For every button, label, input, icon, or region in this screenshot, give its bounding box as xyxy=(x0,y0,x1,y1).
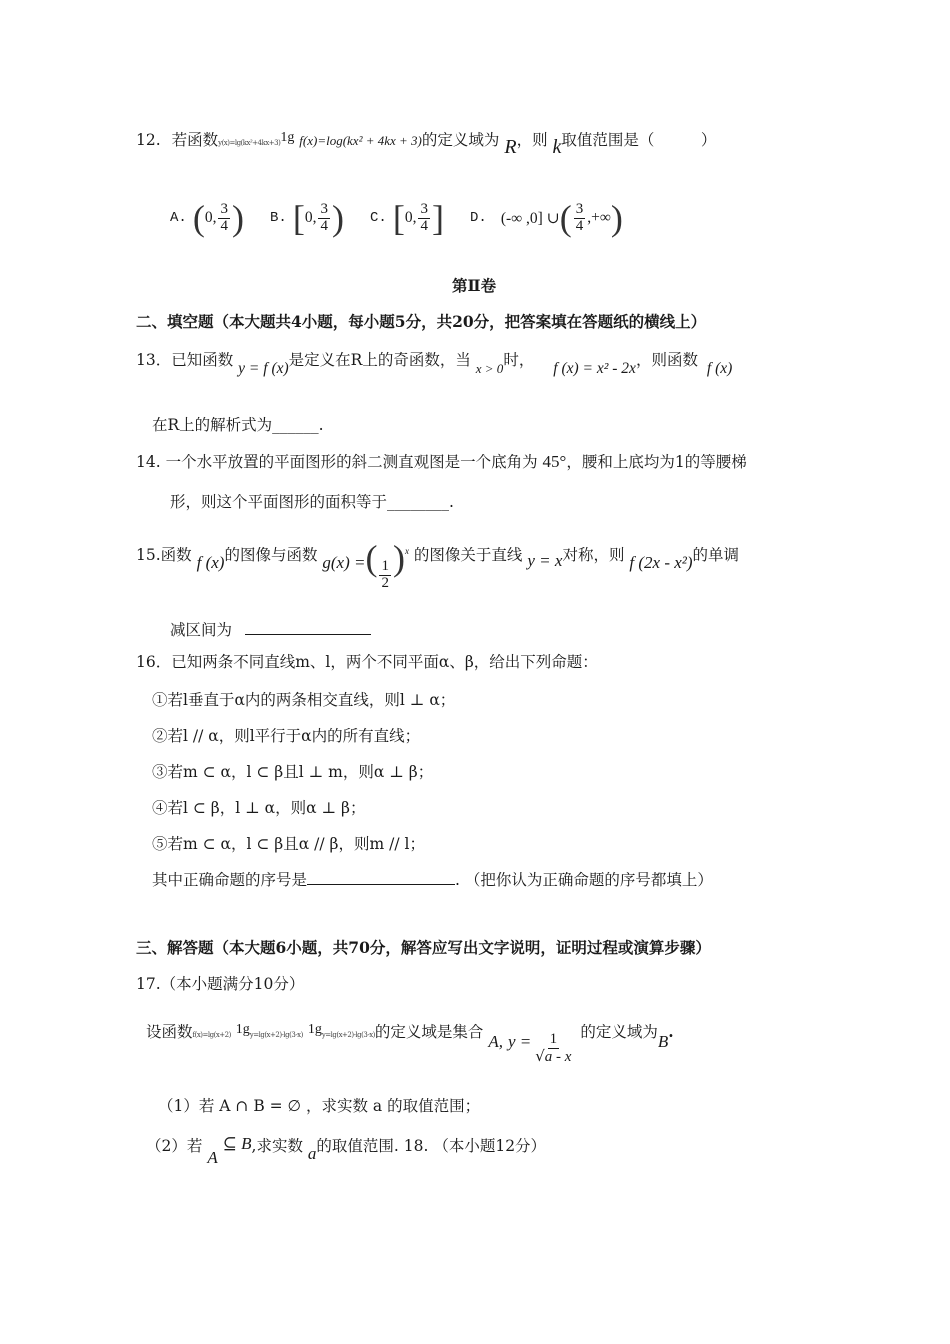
q16-item-4: ④若l ⊂ β，l ⊥ α，则α ⊥ β； xyxy=(152,799,366,817)
option-value: ,+∞ xyxy=(587,209,611,226)
q13-text-b: 是定义在R上的奇函数，当 xyxy=(288,351,471,369)
q12-text-b: 的定义域为 xyxy=(421,131,500,149)
option-value: (-∞ ,0] ∪ xyxy=(500,209,560,227)
q12-number: 12. xyxy=(136,131,161,149)
q12-tiny-formula: y(x)=lg(kx²+4kx+3) xyxy=(218,139,281,147)
q17-text-a: 设函数 xyxy=(146,1023,193,1041)
q16-footer-b: . （把你认为正确命题的序号都填上） xyxy=(455,871,713,889)
q17-sub2-c: 的取值范围. 18. （本小题12分） xyxy=(316,1137,547,1155)
paren-right: ] xyxy=(431,198,444,238)
fraction: $\frac{3}{4}$ xyxy=(420,200,428,234)
q14-line xyxy=(136,450,747,472)
q17-tiny-1: f(x)=lg(x+2) xyxy=(192,1031,231,1039)
q16-footer-a: 其中正确命题的序号是 xyxy=(152,871,308,889)
paren-left: [ xyxy=(292,198,305,238)
q13-line2: 在R上的解析式为______. xyxy=(152,416,324,434)
q12-option-d xyxy=(470,200,623,236)
q13-formula-fx: f (x) = x² - 2x xyxy=(553,360,636,377)
q13-formula-y: y = f (x) xyxy=(238,360,289,377)
q17-set-A: A, xyxy=(488,1032,503,1051)
q12-text-c: ，则 xyxy=(516,131,548,149)
paren-left: ( xyxy=(365,538,378,578)
q13-text-a: 13．已知函数 xyxy=(136,351,234,369)
paren-right: ) xyxy=(231,198,244,238)
fraction: $\frac{3}{4}$ xyxy=(575,200,584,234)
q16-item-1: ①若l垂直于α内的两条相交直线，则l ⊥ α； xyxy=(152,691,456,709)
q15-formula-g: g(x) = xyxy=(322,553,366,572)
q13-condition: x > 0 xyxy=(475,361,504,376)
section3-header: 三、解答题（本大题6小题，共70分，解答应写出文字说明，证明过程或演算步骤） xyxy=(136,938,711,957)
q17-sub2 xyxy=(146,1134,546,1168)
q17-dot: · xyxy=(668,1026,674,1045)
option-label: B. xyxy=(270,210,287,226)
q17-y: y = xyxy=(507,1032,532,1051)
q16-item-5: ⑤若m ⊂ α，l ⊂ β且α // β，则m // l； xyxy=(152,835,425,853)
q15-line xyxy=(136,540,739,592)
q17-fraction: $\frac{1}{√a - x}$ xyxy=(535,1031,572,1065)
q14-line2: 形，则这个平面图形的面积等于________. xyxy=(170,493,454,511)
q15-formula-f2: f (2x - x²) xyxy=(629,553,693,572)
option-label: C. xyxy=(370,210,387,226)
option-value: 0, xyxy=(304,209,317,226)
q16-answer-blank xyxy=(307,870,455,885)
paren-left: ( xyxy=(559,198,572,238)
q17-title: 17.（本小题满分10分） xyxy=(136,975,305,993)
q12-option-b xyxy=(270,200,344,236)
fraction: $\frac{3}{4}$ xyxy=(320,200,328,234)
q15-text-a: 15.函数 xyxy=(136,546,192,564)
q12-text-a: 若函数 xyxy=(171,131,219,149)
option-label: D. xyxy=(470,210,487,226)
q12-k: k xyxy=(552,136,562,158)
q15-text-b: 的图像与函数 xyxy=(224,546,318,564)
q15-line2 xyxy=(170,618,371,640)
q17-tiny-3: y=lg(x+2)-lg(3-x) xyxy=(321,1031,375,1039)
q12-lg: 1g xyxy=(280,130,295,145)
q14-text-a: 14. 一个水平放置的平面图形的斜二测直观图是一个底角为 xyxy=(136,453,538,471)
paren-right: ) xyxy=(392,538,405,578)
q14-angle: 45° xyxy=(542,452,567,471)
q15-formula-f: f (x) xyxy=(196,553,225,572)
section2-header: 二、填空题（本大题共4小题，每小题5分，共20分，把答案填在答题纸的横线上） xyxy=(136,312,707,331)
q13-text-c: 时， xyxy=(503,351,535,369)
q14-text-b: ，腰和上底均为1的等腰梯 xyxy=(566,453,747,471)
q16-item-2: ②若l // α，则l平行于α内的所有直线； xyxy=(152,727,421,745)
q17-tiny-2: y=lg(x+2)-lg(3-x) xyxy=(249,1031,303,1039)
q12-text-d: 取值范围是（ ） xyxy=(561,131,717,149)
q12-option-a xyxy=(170,200,244,236)
q13-line xyxy=(136,348,732,378)
q17-text-b: 的定义域是集合 xyxy=(374,1023,484,1041)
paren-right: ) xyxy=(610,198,623,238)
q17-set-B: B xyxy=(657,1032,669,1051)
q16-intro: 16．已知两条不同直线m、l，两个不同平面α、β，给出下列命题： xyxy=(136,653,598,671)
q17-sub2-subset: ⊆ B xyxy=(222,1134,252,1153)
q17-lg-2: 1g xyxy=(307,1022,322,1037)
q16-item-3: ③若m ⊂ α，l ⊂ β且l ⊥ m，则α ⊥ β； xyxy=(152,763,434,781)
q12-line xyxy=(136,128,716,159)
option-value: 0, xyxy=(204,209,217,226)
q17-sub2-A: A xyxy=(207,1148,218,1167)
q17-line xyxy=(146,1020,674,1066)
q15-answer-blank xyxy=(245,620,371,635)
q16-footer xyxy=(152,868,713,890)
q17-sub2-var-a: a xyxy=(307,1144,317,1163)
q13-formula-f: f (x) xyxy=(706,360,733,377)
q15-exponent: x xyxy=(404,545,409,556)
q15-text-c: 的图像关于直线 xyxy=(413,546,523,564)
fraction: $\frac{1}{2}$ xyxy=(381,558,389,591)
q17-text-c: 的定义域为 xyxy=(580,1023,658,1041)
q17-sub2-a: （2）若 xyxy=(146,1137,203,1155)
part2-title: 第Ⅱ卷 xyxy=(452,276,497,295)
paren-left: ( xyxy=(192,198,205,238)
option-label: A. xyxy=(170,210,187,226)
q17-lg-1: 1g xyxy=(235,1022,250,1037)
q17-sub1: （1）若 A ∩ B = ∅ ，求实数 a 的取值范围； xyxy=(158,1097,481,1115)
paren-right: ) xyxy=(331,198,344,238)
fraction: $\frac{3}{4}$ xyxy=(220,200,228,234)
q17-sub2-b: ,求实数 xyxy=(251,1137,303,1155)
q12-option-c xyxy=(370,200,444,236)
option-value: 0, xyxy=(404,209,417,226)
q12-R: R xyxy=(504,136,517,158)
q15-text-d: 对称，则 xyxy=(562,546,625,564)
q13-text-d: ，则函数 xyxy=(635,351,698,369)
q15-line-eq: y = x xyxy=(527,551,563,570)
q12-formula: f(x)=log(kx² + 4kx + 3) xyxy=(299,133,422,148)
q15-line2-text: 减区间为 xyxy=(170,621,233,639)
paren-left: [ xyxy=(392,198,405,238)
q15-text-e: 的单调 xyxy=(692,546,740,564)
